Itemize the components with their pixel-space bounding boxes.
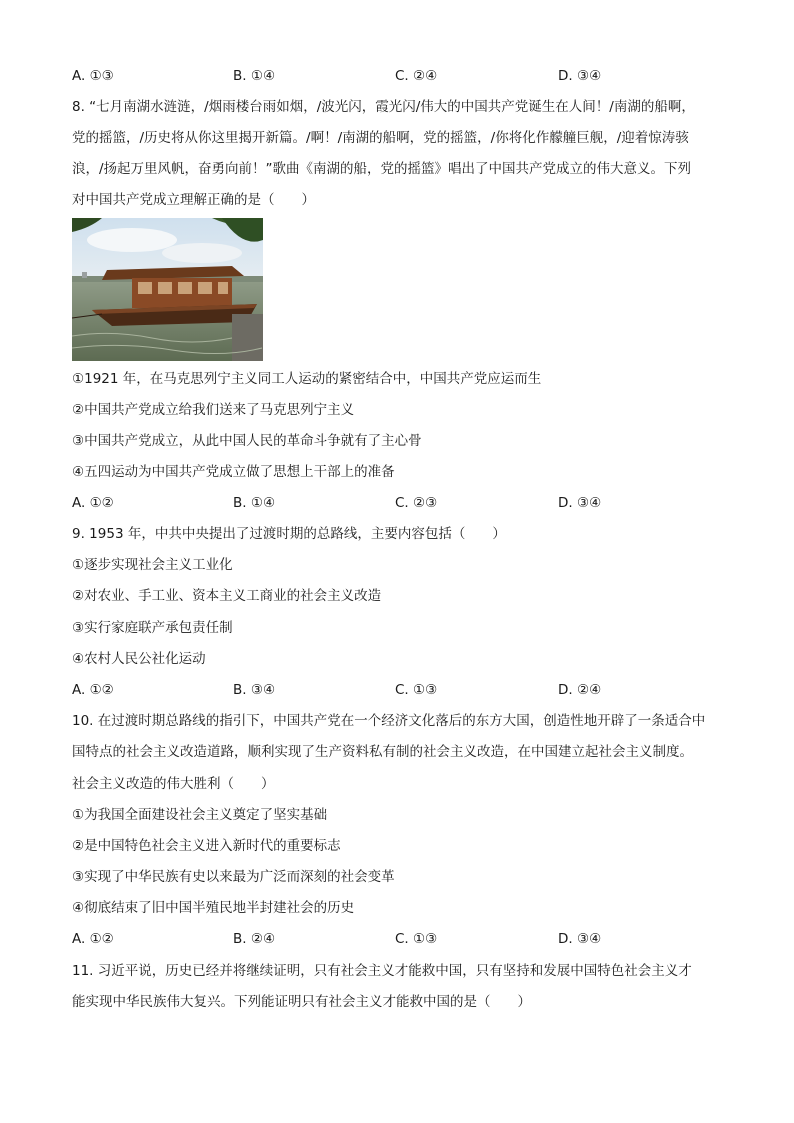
q10-option-d: D. ③④ xyxy=(558,931,602,947)
q9-option-a: A. ①② xyxy=(72,682,114,698)
q8-choice-item: ④五四运动为中国共产党成立做了思想上干部上的准备 xyxy=(72,464,395,480)
q9-option-b: B. ③④ xyxy=(233,682,276,698)
q9-option-d: D. ②④ xyxy=(558,682,602,698)
q8-option-c: C. ②③ xyxy=(395,495,438,511)
q10-option-a: A. ①② xyxy=(72,931,114,947)
q8-choice-item: ②中国共产党成立给我们送来了马克思列宁主义 xyxy=(72,402,355,418)
q7-option-a: A. ①③ xyxy=(72,68,114,84)
q7-option-d: D. ③④ xyxy=(558,68,602,84)
q10-option-b: B. ②④ xyxy=(233,931,276,947)
q10-choice-item: ①为我国全面建设社会主义奠定了坚实基础 xyxy=(72,807,328,823)
q9-option-c: C. ①③ xyxy=(395,682,438,698)
q9-stem-line: 9. 1953 年，中共中央提出了过渡时期的总路线，主要内容包括（ ） xyxy=(72,526,506,542)
q8-stem-line: 对中国共产党成立理解正确的是（ ） xyxy=(72,192,315,208)
q8-options xyxy=(72,493,732,513)
q10-stem-line: 社会主义改造的伟大胜利（ ） xyxy=(72,776,275,792)
q9-choice-item: ③实行家庭联产承包责任制 xyxy=(72,620,233,636)
q7-option-b: B. ①④ xyxy=(233,68,276,84)
q9-options xyxy=(72,680,732,700)
q8-option-a: A. ①② xyxy=(72,495,114,511)
q10-choice-item: ④彻底结束了旧中国半殖民地半封建社会的历史 xyxy=(72,900,355,916)
q7-options xyxy=(72,66,732,86)
q8-choice-item: ③中国共产党成立，从此中国人民的革命斗争就有了主心骨 xyxy=(72,433,422,449)
q9-choice-item: ④农村人民公社化运动 xyxy=(72,651,206,667)
q8-option-d: D. ③④ xyxy=(558,495,602,511)
q9-choice-item: ②对农业、手工业、资本主义工商业的社会主义改造 xyxy=(72,588,382,604)
red-boat-photo xyxy=(72,218,263,361)
q8-stem-line: 党的摇篮，/历史将从你这里揭开新篇。/啊！/南湖的船啊，党的摇篮，/你将化作艨艟巨舰，/迎着惊涛骇 xyxy=(72,130,689,146)
q10-option-c: C. ①③ xyxy=(395,931,438,947)
q10-choice-item: ③实现了中华民族有史以来最为广泛而深刻的社会变革 xyxy=(72,869,395,885)
q8-option-b: B. ①④ xyxy=(233,495,276,511)
q10-options xyxy=(72,929,732,949)
q10-stem-line: 10. 在过渡时期总路线的指引下，中国共产党在一个经济文化落后的东方大国，创造性地开辟了一条适合中 xyxy=(72,713,706,729)
q9-choice-item: ①逐步实现社会主义工业化 xyxy=(72,557,233,573)
q8-stem-line: 8. “七月南湖水涟涟，/烟雨楼台雨如烟，/波光闪，霞光闪/伟大的中国共产党诞生在人间！/南湖的船啊， xyxy=(72,99,695,115)
q7-option-c: C. ②④ xyxy=(395,68,438,84)
q8-stem-line: 浪，/扬起万里风帆，奋勇向前！”歌曲《南湖的船，党的摇篮》唱出了中国共产党成立的伟大意义。下列 xyxy=(72,161,692,177)
q11-stem-line: 11. 习近平说，历史已经并将继续证明，只有社会主义才能救中国，只有坚持和发展中国特色社会主义才 xyxy=(72,963,692,979)
q8-choice-item: ①1921 年，在马克思列宁主义同工人运动的紧密结合中，中国共产党应运而生 xyxy=(72,371,542,387)
q11-stem-line: 能实现中华民族伟大复兴。下列能证明只有社会主义才能救中国的是（ ） xyxy=(72,994,531,1010)
q10-choice-item: ②是中国特色社会主义进入新时代的重要标志 xyxy=(72,838,341,854)
q10-stem-line: 国特点的社会主义改造道路，顺利实现了生产资料私有制的社会主义改造，在中国建立起社会主义制度。 xyxy=(72,744,693,760)
